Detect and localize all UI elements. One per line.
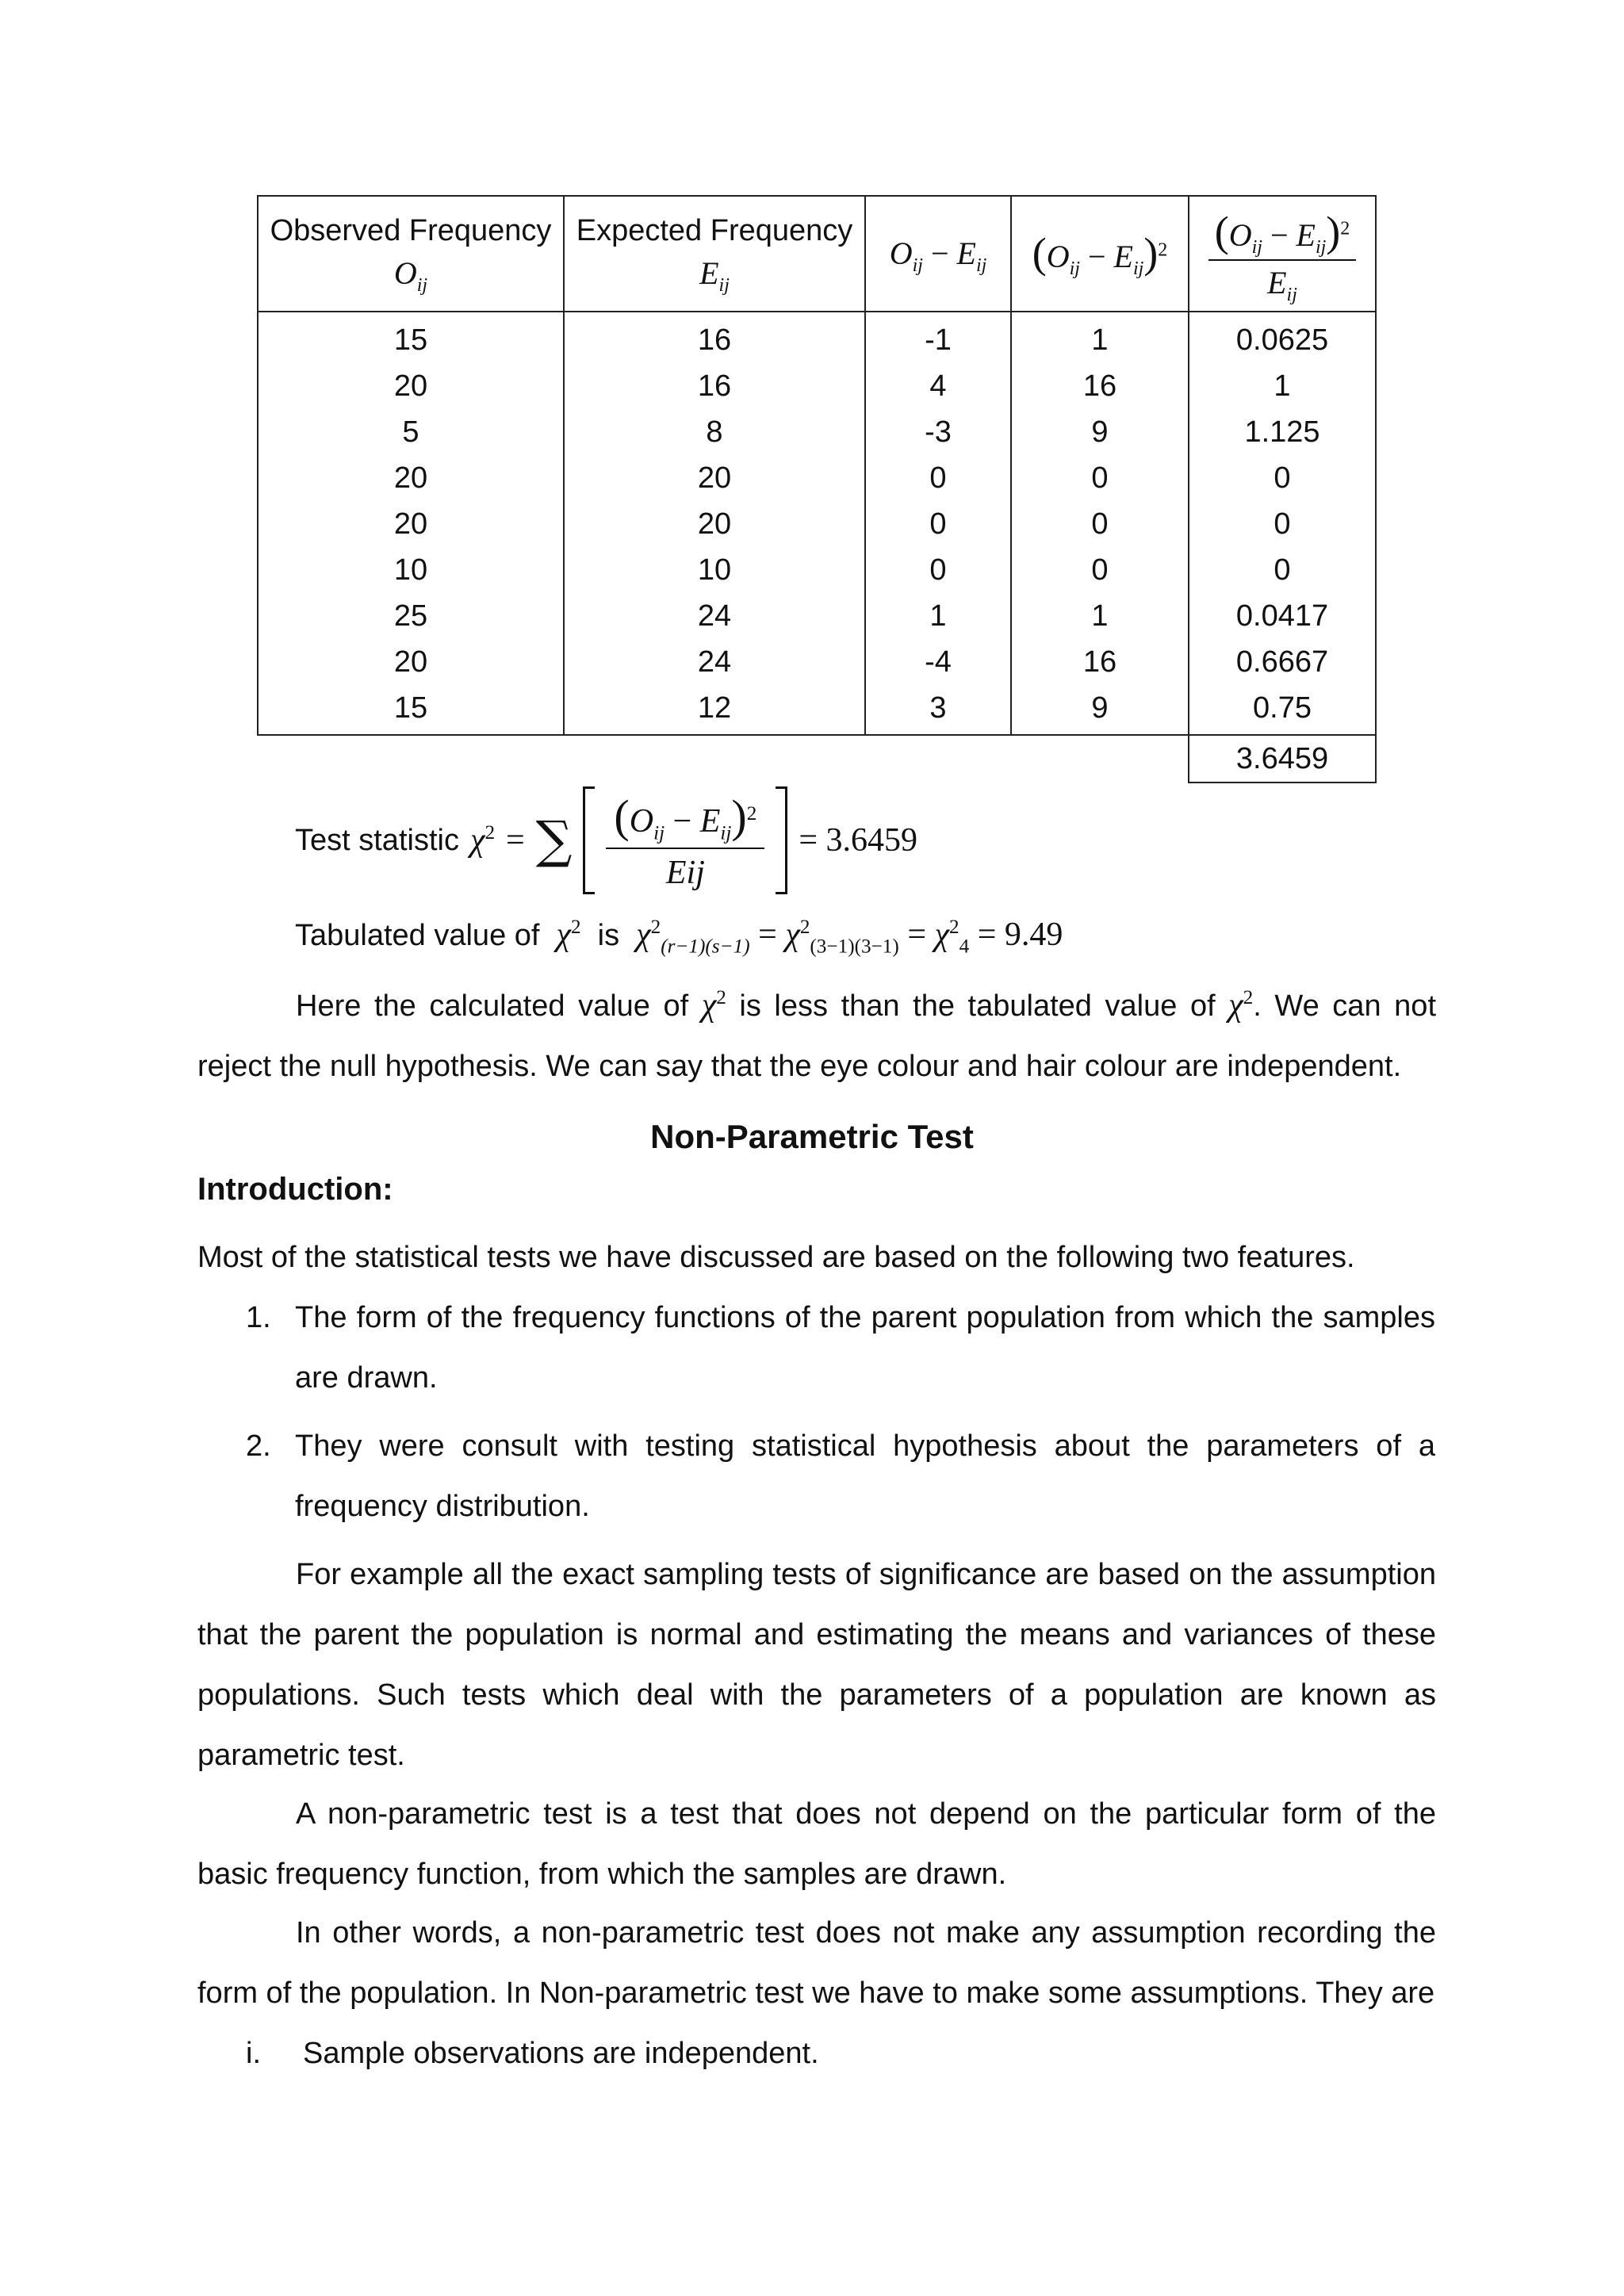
chi-component-cell: 1.125 xyxy=(1189,409,1376,455)
table-header-row xyxy=(258,196,1376,312)
table-total-row xyxy=(258,735,1376,783)
observed-cell: 15 xyxy=(258,312,564,363)
chi-component-cell: 0 xyxy=(1189,501,1376,547)
tabulated-value-formula: Tabulated value of $\chi^2$ is $\chi^2_{(r-1)(s-1)} = \chi^2_{(3-1)(3-1)} = \chi^2_4 = 9.49$ xyxy=(295,916,1063,958)
expected-cell: 20 xyxy=(564,455,865,501)
chi-component-cell: 0 xyxy=(1189,455,1376,501)
expected-cell: 8 xyxy=(564,409,865,455)
observed-symbol: $O_{ij}$ xyxy=(393,254,428,296)
header-chi-component: $\frac{(O_{ij} - E_{ij})^2}{E_{ij}}$ xyxy=(1189,196,1376,312)
squared-difference-cell: 9 xyxy=(1011,409,1189,455)
intro-paragraph: Most of the statistical tests we have discussed are based on the following two features. xyxy=(197,1241,1355,1274)
observed-cell: 5 xyxy=(258,409,564,455)
difference-cell: 0 xyxy=(865,501,1011,547)
squared-difference-cell: 1 xyxy=(1011,312,1189,363)
table-row xyxy=(258,547,1376,593)
assumptions-intro-paragraph: In other words, a non-parametric test does not make any assumption recording the form of the population. In Non-parametric test we have to make some assumptions. They are xyxy=(197,1916,1436,2010)
chi-component-cell: 0 xyxy=(1189,547,1376,593)
chi-square-total: 3.6459 xyxy=(1189,735,1376,783)
chi-component-cell: 0.75 xyxy=(1189,685,1376,735)
header-squared-difference: $(O_{ij} - E_{ij})^2$ xyxy=(1011,196,1189,312)
difference-cell: 0 xyxy=(865,455,1011,501)
table-row xyxy=(258,685,1376,735)
difference-cell: -1 xyxy=(865,312,1011,363)
squared-difference-cell: 0 xyxy=(1011,547,1189,593)
table-row xyxy=(258,409,1376,455)
difference-cell: 4 xyxy=(865,363,1011,409)
expected-cell: 10 xyxy=(564,547,865,593)
difference-cell: 0 xyxy=(865,547,1011,593)
table-row xyxy=(258,363,1376,409)
expected-cell: 12 xyxy=(564,685,865,735)
squared-difference-cell: 16 xyxy=(1011,639,1189,685)
test-statistic-formula: Test statistic $\chi^2$ = ∑ $\frac{(O_{ij} - E_{ij})^2}{\text{Eij}}$ = 3.6459 xyxy=(295,785,917,896)
tabulated-label: Tabulated value of xyxy=(295,919,540,952)
header-difference: $O_{ij} - E_{ij}$ xyxy=(865,196,1011,312)
squared-difference-cell: 0 xyxy=(1011,501,1189,547)
chi-component-cell: 1 xyxy=(1189,363,1376,409)
chi-component-cell: 0.0417 xyxy=(1189,593,1376,639)
sigma-symbol: ∑ xyxy=(535,811,573,870)
difference-cell: -4 xyxy=(865,639,1011,685)
table-row xyxy=(258,593,1376,639)
nonparametric-definition-paragraph: A non-parametric test is a test that does not depend on the particular form of the basic frequency function, from which the samples are drawn. xyxy=(197,1797,1436,1891)
expected-cell: 20 xyxy=(564,501,865,547)
squared-difference-cell: 16 xyxy=(1011,363,1189,409)
example-paragraph: For example all the exact sampling tests of significance are based on the assumption that the parent the population is normal and estimating the means and variances of these populations. Such tests which deal with the parameters of a population are known as parametric test. xyxy=(197,1558,1436,1772)
frequency-table xyxy=(257,195,1377,783)
tabulated-result: = 9.49 xyxy=(977,916,1063,953)
introduction-heading: Introduction: xyxy=(197,1172,393,1207)
squared-difference-cell: 1 xyxy=(1011,593,1189,639)
expected-cell: 16 xyxy=(564,312,865,363)
difference-cell: 1 xyxy=(865,593,1011,639)
header-expected: Expected Frequency $E_{ij}$ xyxy=(564,196,865,312)
table-row xyxy=(258,501,1376,547)
chi-component-cell: 0.6667 xyxy=(1189,639,1376,685)
list-item: i. Sample observations are independent. xyxy=(246,2037,819,2070)
observed-cell: 20 xyxy=(258,501,564,547)
difference-cell: 3 xyxy=(865,685,1011,735)
observed-cell: 20 xyxy=(258,639,564,685)
test-statistic-result: = 3.6459 xyxy=(799,822,918,859)
expected-cell: 16 xyxy=(564,363,865,409)
squared-difference-cell: 9 xyxy=(1011,685,1189,735)
observed-cell: 25 xyxy=(258,593,564,639)
list-item: 1. The form of the frequency functions of the parent population from which the samples are drawn. xyxy=(246,1301,1435,1395)
observed-cell: 20 xyxy=(258,455,564,501)
table-row xyxy=(258,455,1376,501)
expected-symbol: $E_{ij}$ xyxy=(699,254,730,296)
list-item: 2. They were consult with testing statistical hypothesis about the parameters of a frequency distribution. xyxy=(246,1429,1435,1523)
table-row xyxy=(258,312,1376,363)
section-heading: Non-Parametric Test xyxy=(650,1118,974,1155)
observed-cell: 10 xyxy=(258,547,564,593)
squared-difference-cell: 0 xyxy=(1011,455,1189,501)
observed-cell: 20 xyxy=(258,363,564,409)
header-observed: Observed Frequency $O_{ij}$ xyxy=(258,196,564,312)
observed-cell: 15 xyxy=(258,685,564,735)
test-statistic-label: Test statistic xyxy=(295,823,459,857)
expected-cell: 24 xyxy=(564,639,865,685)
difference-cell: -3 xyxy=(865,409,1011,455)
conclusion-paragraph: Here the calculated value of $\chi^2$ is less than the tabulated value of $\chi^2$. We can not reject the null hypothesis. We can say that the eye colour and hair colour are independent. xyxy=(197,987,1436,1083)
expected-cell: 24 xyxy=(564,593,865,639)
chi-component-cell: 0.0625 xyxy=(1189,312,1376,363)
table-row xyxy=(258,639,1376,685)
